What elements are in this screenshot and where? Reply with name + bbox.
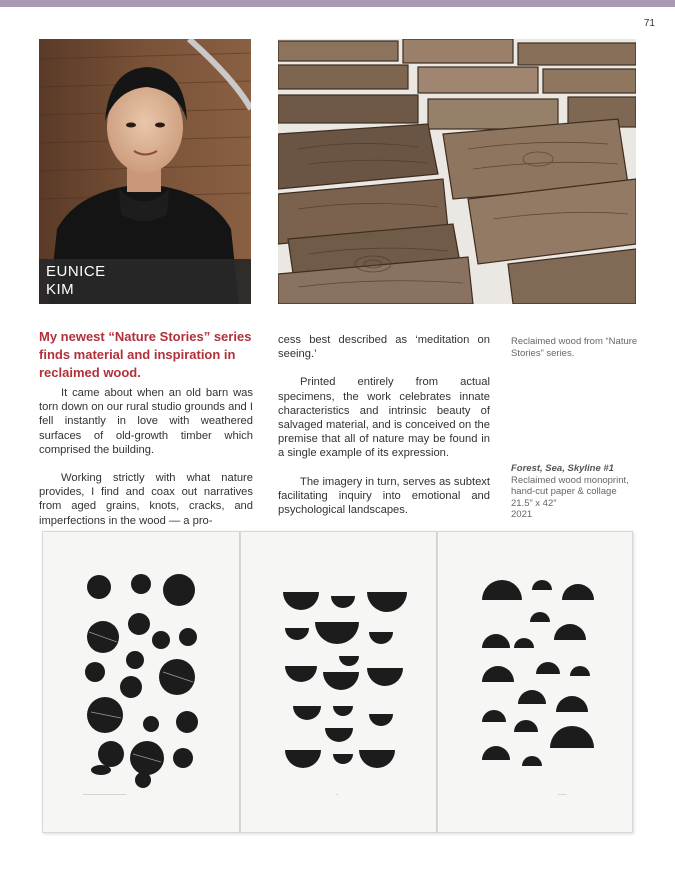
artwork-medium: Reclaimed wood monoprint, hand-cut paper & collage [511,474,629,497]
artwork-size: 21.5” x 42” [511,497,557,509]
wood-image [278,39,636,304]
top-accent-bar [0,0,675,7]
reclaimed-wood-photo [278,39,636,304]
article-paragraph: Printed entirely from actual specimens, the work celebrates innate characteristics and intrinsic beauty of salvaged material, and is conceived on the premise that all of nature may be found in a single example of its expression. [278,376,490,460]
print-inscription: ~~~~ [558,792,567,797]
page-number: 71 [643,18,655,29]
artwork-title: Forest, Sea, Skyline #1 [511,463,614,474]
forest-print-image [43,532,239,832]
print-panel-middle [240,531,437,833]
article-column-2 [278,333,490,531]
article-paragraph: Working strictly with what nature provides, I find and coax out narratives from aged grains, knots, cracks, and imperfections in the wood — a pro- [39,472,253,527]
artist-name-band [39,259,251,304]
artist-last-name: KIM [46,281,75,298]
artwork-year: 2021 [511,509,533,520]
article-lead: My newest “Nature Stories” series finds material and inspiration in reclaimed wood. [39,329,252,380]
sea-print-image [241,532,436,832]
wood-photo-caption: Reclaimed wood from “Nature Stories” series. [511,336,638,359]
print-inscription: ~ [336,792,339,797]
article-paragraph: The imagery in turn, serves as subtext facilitating inquiry into emotional and psychological landscapes. [278,475,490,517]
print-panel-right [437,531,633,833]
article-column-1 [39,386,253,542]
print-panel-left [42,531,240,833]
artist-first-name: EUNICE [46,263,106,280]
article-paragraph: It came about when an old barn was torn down on our rural studio grounds and I fell instantly in love with weathered surfaces of old-growth timber which comprised the building. [39,387,253,456]
print-inscription: ~~~~~~~~~~~~~~~~~~~~ [83,792,127,797]
skyline-print-image [438,532,632,832]
artwork-caption [511,463,651,521]
artist-portrait [39,39,251,304]
article-paragraph: cess best described as ‘meditation on seeing.’ [278,334,490,361]
